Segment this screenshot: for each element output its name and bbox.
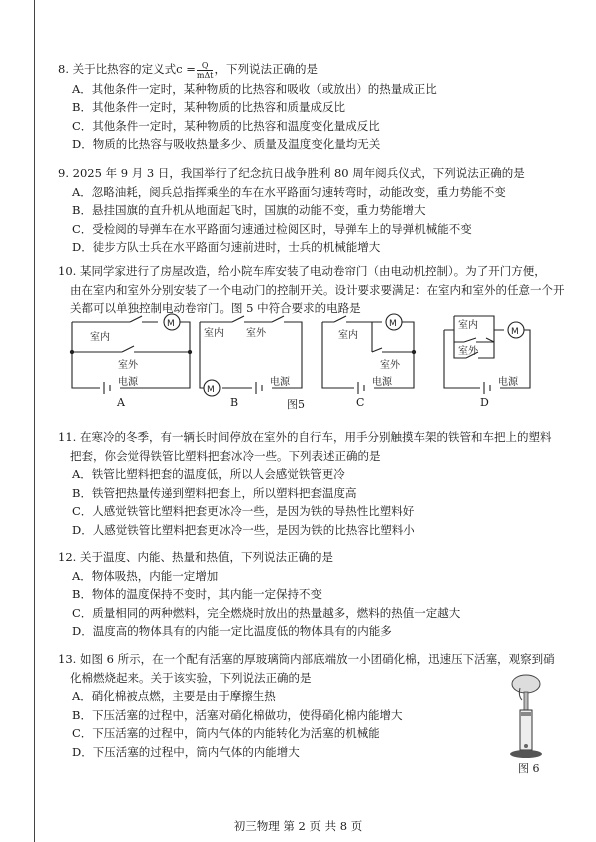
question-10-stem-line-1: 10. 某同学家进行了房屋改造，给小院车库安装了电动卷帘门（由电动机控制）。为了开门方便，: [58, 264, 546, 278]
question-12: [58, 548, 584, 641]
question-11-stem-line-2: 把套，你会觉得铁管比塑料把套冰冷一些。下列表述正确的是: [70, 448, 381, 463]
circuit-a: [70, 314, 191, 394]
choice-label-d: D: [480, 396, 489, 409]
question-8-stem: 8. 关于比热容的定义式c = $\frac{Q}{\text{mΔt}}$ ，下列说法正确的是: [58, 60, 318, 80]
option-d: D．温度高的物体具有的内能一定比温度低的物体具有的内能多: [72, 624, 392, 638]
question-number: 8.: [58, 62, 69, 76]
circuit-a-outdoor-label: 室外: [118, 360, 138, 371]
option-b: B．悬挂国旗的直升机从地面起飞时，国旗的动能不变，重力势能增大: [72, 203, 426, 217]
question-number: 10.: [58, 264, 77, 278]
option-a: A．硝化棉被点燃，主要是由于摩擦生热: [72, 689, 276, 703]
question-number: 13.: [58, 652, 77, 666]
circuit-d-source-label: 电源: [498, 377, 518, 388]
choice-label-a: A: [117, 396, 125, 409]
option-b: B．铁管把热量传递到塑料把套上，所以塑料把套温度高: [72, 485, 357, 500]
option-a: A．其他条件一定时，某种物质的比热容和吸收（或放出）的热量成正比: [72, 81, 437, 96]
circuit-c-motor-label: M: [389, 319, 397, 329]
option-b: B．物体的温度保持不变时，其内能一定保持不变: [72, 587, 322, 601]
option-d: D．物质的比热容与吸收热量多少、质量及温度变化量均无关: [72, 137, 381, 151]
question-13-stem-line-2: 化棉燃烧起来。关于该实验，下列说法正确的是: [70, 670, 312, 685]
figure-6-apparatus: [500, 672, 556, 762]
option-d: D．人感觉铁管比塑料把套更冰冷一些，是因为铁的比热容比塑料小: [72, 522, 415, 537]
circuit-b-source-label: 电源: [270, 377, 290, 388]
option-b: B．其他条件一定时，某种物质的比热容和质量成反比: [72, 100, 345, 114]
question-10: [58, 262, 584, 318]
choice-label-c: C: [356, 396, 365, 409]
circuit-b-outdoor-label: 室外: [246, 328, 266, 339]
circuit-c-source-label: 电源: [372, 377, 392, 388]
circuit-d: [444, 316, 530, 394]
circuit-b-indoor-label: 室内: [204, 328, 224, 339]
option-c: C．其他条件一定时，某种物质的比热容和温度变化量成反比: [72, 118, 380, 133]
question-number: 11.: [58, 430, 77, 444]
circuit-d-outdoor-label: 室外: [458, 346, 478, 357]
choice-label-b: B: [230, 396, 239, 409]
circuit-d-motor-label: M: [511, 327, 519, 337]
circuit-c-indoor-label: 室内: [338, 330, 358, 341]
option-c: C．质量相同的两种燃料，完全燃烧时放出的热量越多，燃料的热值一定越大: [72, 605, 461, 620]
circuit-a-source-label: 电源: [118, 377, 138, 388]
question-11-stem-line-1: 11. 在寒冷的冬季，有一辆长时间停放在室外的自行车，用手分别触摸车架的铁管和车把上的塑料: [58, 430, 552, 444]
figure-5-label: 图5: [287, 398, 305, 411]
option-a: A．忽略油耗，阅兵总指挥乘坐的车在水平路面匀速转弯时，动能改变，重力势能不变: [72, 184, 506, 199]
question-12-stem: 12. 关于温度、内能、热量和热值，下列说法正确的是: [58, 550, 333, 564]
formula-fraction: $\frac{Q}{\text{mΔt}}$: [196, 60, 214, 80]
circuit-a-indoor-label: 室内: [90, 332, 110, 343]
question-9-stem: 9. 2025 年 9 月 3 日，我国举行了纪念抗日战争胜利 80 周年阅兵仪式，下列说法正确的是: [58, 166, 525, 180]
question-11: [58, 428, 584, 539]
option-d: D．下压活塞的过程中，筒内气体的内能增大: [72, 744, 300, 759]
option-a: A．物体吸热，内能一定增加: [72, 568, 219, 583]
option-c: C．人感觉铁管比塑料把套更冰冷一些，是因为铁的导热性比塑料好: [72, 504, 415, 518]
option-b: B．下压活塞的过程中，活塞对硝化棉做功，使得硝化棉内能增大: [72, 707, 403, 722]
circuit-c: [322, 314, 416, 394]
circuit-d-indoor-label: 室内: [458, 320, 478, 331]
page-footer: 初三物理 第 2 页 共 8 页: [233, 819, 363, 833]
circuit-b-motor-label: M: [207, 385, 215, 395]
question-13-stem-line-1: 13. 如图 6 所示，在一个配有活塞的厚玻璃筒内部底端放一小团硝化棉，迅速压下活塞，观察到硝: [58, 652, 555, 666]
option-a: A．铁管比塑料把套的温度低，所以人会感觉铁管更冷: [72, 467, 345, 481]
option-d: D．徒步方队士兵在水平路面匀速前进时，士兵的机械能增大: [72, 240, 381, 254]
question-10-stem-line-3: 关都可以单独控制电动卷帘门。图 5 中符合要求的电路是: [70, 301, 361, 315]
circuit-b: [200, 316, 302, 396]
question-8: [58, 60, 584, 154]
circuit-a-motor-label: M: [167, 319, 175, 329]
circuit-c-outdoor-label: 室外: [380, 360, 400, 371]
figure-6-label: 图 6: [518, 762, 540, 775]
option-c: C．下压活塞的过程中，筒内气体的内能转化为活塞的机械能: [72, 726, 380, 740]
option-c: C．受检阅的导弹车在水平路面匀速通过检阅区时，导弹车上的导弹机械能不变: [72, 221, 472, 236]
binding-margin-line: [34, 0, 35, 842]
question-10-stem-line-2: 由在室内和室外分别安装了一个电动门的控制开关。设计要求要满足：在室内和室外的任意一个开: [70, 282, 565, 297]
question-number: 12.: [58, 550, 77, 564]
question-number: 9.: [58, 166, 69, 180]
question-9: [58, 164, 584, 257]
